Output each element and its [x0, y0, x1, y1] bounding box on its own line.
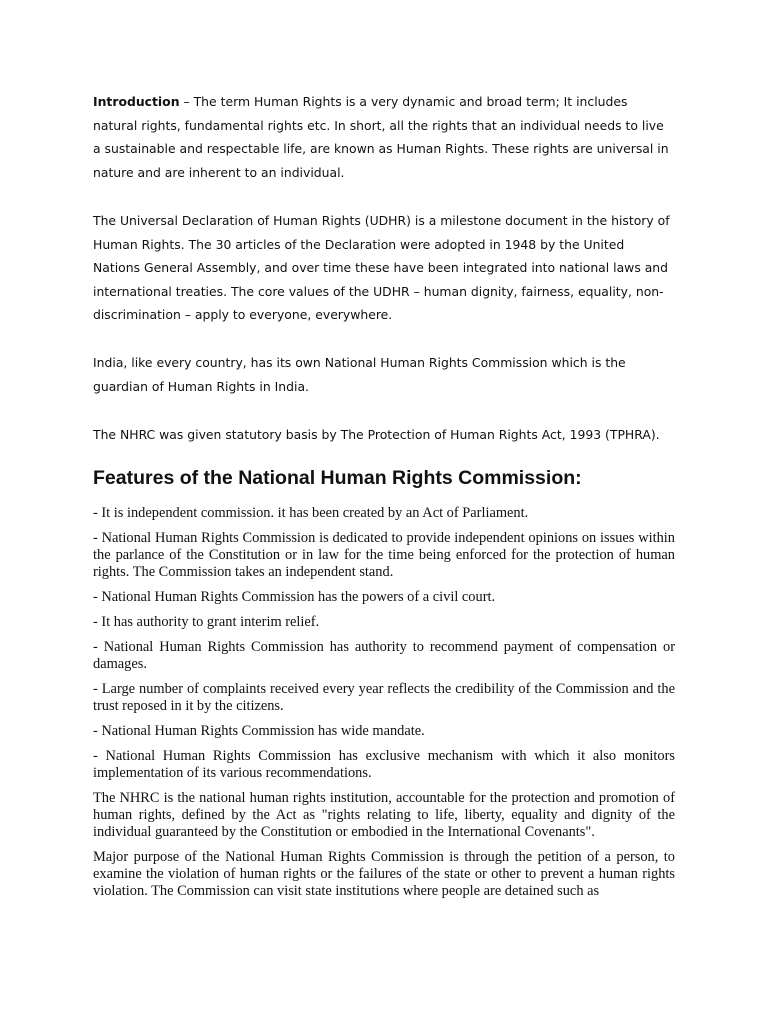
feature-item: - It is independent commission. it has been created by an Act of Parliament.	[93, 505, 529, 521]
feature-item: - Large number of complaints received every year reflects the credibility of the Commission and the trust reposed in it by the citizens.	[93, 681, 675, 714]
features-list	[93, 505, 675, 908]
intro-paragraph	[93, 90, 675, 184]
statutory-basis-paragraph	[93, 423, 675, 447]
nhrc-definition-paragraph: The NHRC is the national human rights institution, accountable for the protection and promotion of human rights, defined by the Act as "rights relating to life, liberty, equality and dignity of the individual guaranteed by the Constitution or embodied in the International Covenants".	[93, 790, 675, 840]
feature-item: - It has authority to grant interim relief.	[93, 614, 320, 630]
feature-item: - National Human Rights Commission has exclusive mechanism with which it also monitors implementation of its various recommendations.	[93, 748, 675, 781]
india-text: India, like every country, has its own National Human Rights Commission which is the guardian of Human Rights in India.	[93, 355, 626, 394]
intro-text: – The term Human Rights is a very dynamic and broad term; It includes natural rights, fundamental rights etc. In short, all the rights that an individual needs to live a sustainable and respectable life, are known as Human Rights. These rights are universal in nature and are inherent to an individual.	[93, 94, 669, 180]
nhrc-purpose-paragraph: Major purpose of the National Human Rights Commission is through the petition of a person, to examine the violation of human rights or the failures of the state or other to prevent a human rights violation. The Commission can visit state institutions where people are detained such as	[93, 849, 675, 899]
india-paragraph	[93, 351, 675, 398]
udhr-text: The Universal Declaration of Human Rights (UDHR) is a milestone document in the history of Human Rights. The 30 articles of the Declaration were adopted in 1948 by the United Nations General Assembly, and over time these have been integrated into national laws and international treaties. The core values of the UDHR – human dignity, fairness, equality, non-discrimination – apply to everyone, everywhere.	[93, 213, 670, 323]
statutory-basis-text: The NHRC was given statutory basis by The Protection of Human Rights Act, 1993 (TPHRA).	[93, 427, 660, 442]
feature-item: - National Human Rights Commission is dedicated to provide independent opinions on issues within the parlance of the Constitution or in law for the time being enforced for the protection of human rights. The Commission takes an independent stand.	[93, 530, 675, 580]
feature-item: - National Human Rights Commission has the powers of a civil court.	[93, 589, 496, 605]
feature-item: - National Human Rights Commission has wide mandate.	[93, 723, 425, 739]
features-heading: Features of the National Human Rights Commission:	[93, 467, 582, 489]
udhr-paragraph	[93, 209, 675, 327]
feature-item: - National Human Rights Commission has authority to recommend payment of compensation or damages.	[93, 639, 675, 672]
intro-label: Introduction	[93, 94, 180, 109]
